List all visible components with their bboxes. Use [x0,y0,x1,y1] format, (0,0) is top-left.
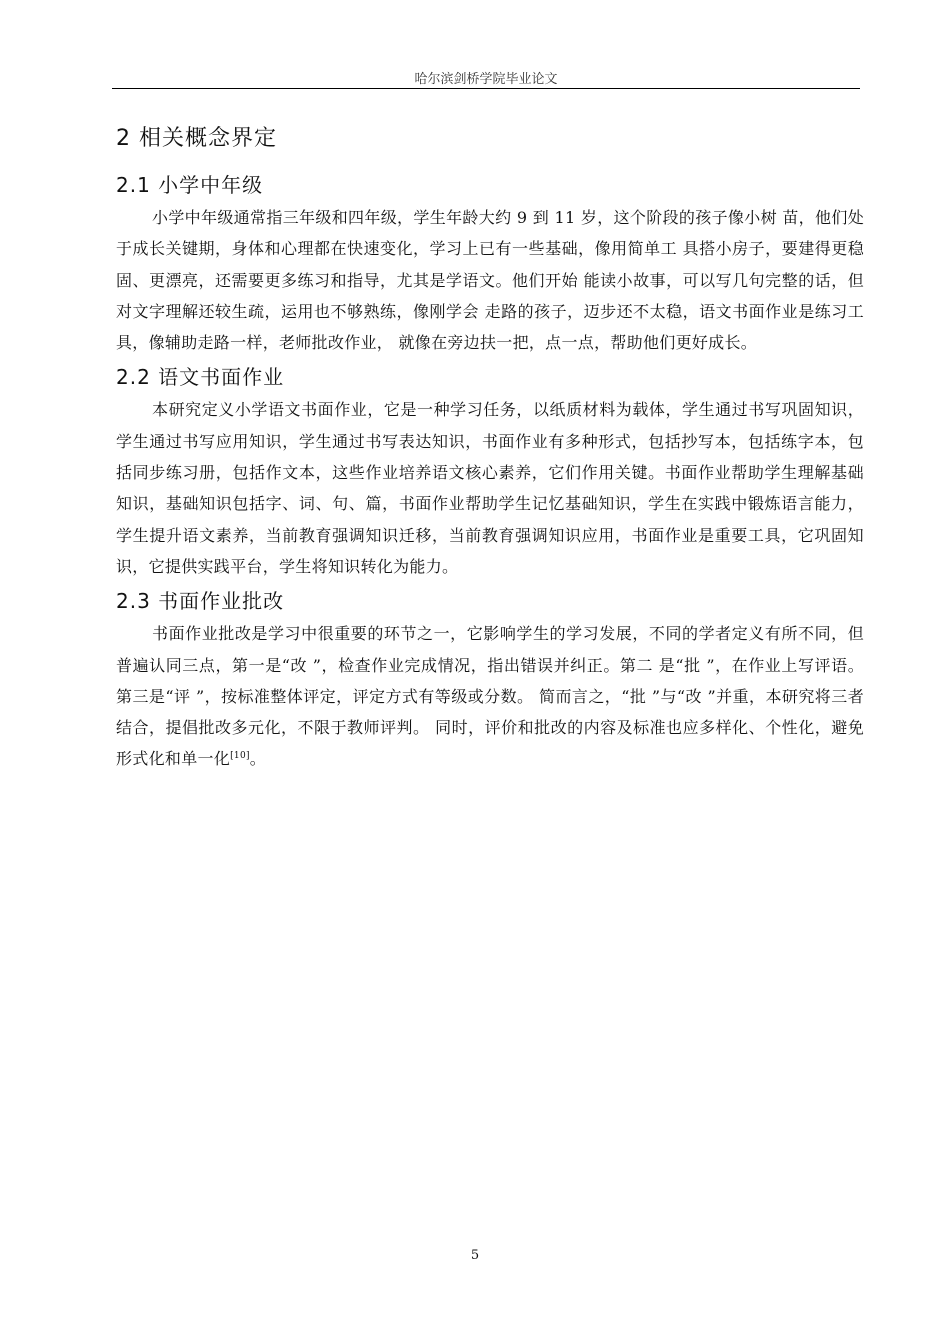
page-header: 哈尔滨剑桥学院毕业论文 [414,72,558,87]
paragraph-text: 书面作业批改是学习中很重要的环节之一，它影响学生的学习发展，不同的学者定义有所不同，但普遍认同三点，第一是“改 ”，检查作业完成情况，指出错误并纠正。第二 是“批 ”，在作业上写评语。第三是“评 ”，按标准整体评定，评定方式有等级或分数。 简而言之，“批 ”与“改 ”并重，本研究将三者结合，提倡批改多元化，不限于教师评判。 同时，评价和批改的内容及标准也应多样化、个性化，避免形式化和单一化 [116,624,864,769]
document-body [116,122,864,777]
section-title: 2.1 小学中年级 [116,173,264,197]
paragraph-ending: 。 [249,749,267,769]
section-title: 2.3 书面作业批改 [116,589,285,614]
header-rule [112,88,860,89]
section-paragraph [116,618,864,774]
section-paragraph: 小学中年级通常指三年级和四年级，学生年龄大约 9 到 11 岁，这个阶段的孩子像小树 苗，他们处于成长关键期，身体和心理都在快速变化，学习上已有一些基础，像用简单工 具搭小房子，要建得更稳固、更漂亮，还需要更多练习和指导，尤其是学语文。他们开始 能读小故事，可以写几句完整的话，但对文字理解还较生疏，运用也不够熟练，像刚学会 走路的孩子，迈步还不太稳，语文书面作业是练习工具，像辅助走路一样，老师批改作业， 就像在旁边扶一把，点一点，帮助他们更好成长。 [116,208,864,353]
chapter-title: 2 相关概念界定 [116,126,277,151]
section-paragraph: 本研究定义小学语文书面作业，它是一种学习任务，以纸质材料为载体，学生通过书写巩固知识，学生通过书写应用知识，学生通过书写表达知识，书面作业有多种形式，包括抄写本，包括练字本，包括同步练习册，包括作文本，这些作业培养语文核心素养，它们作用关键。书面作业帮助学生理解基础知识，基础知识包括字、词、句、篇，书面作业帮助学生记忆基础知识，学生在实践中锻炼语言能力，学生提升语文素养，当前教育强调知识迁移，当前教育强调知识应用，书面作业是重要工具，它巩固知识，它提供实践平台，学生将知识转化为能力。 [116,400,864,576]
page-number: 5 [470,1248,480,1263]
citation-marker: [10] [230,751,250,762]
section-title: 2.2 语文书面作业 [116,365,285,390]
